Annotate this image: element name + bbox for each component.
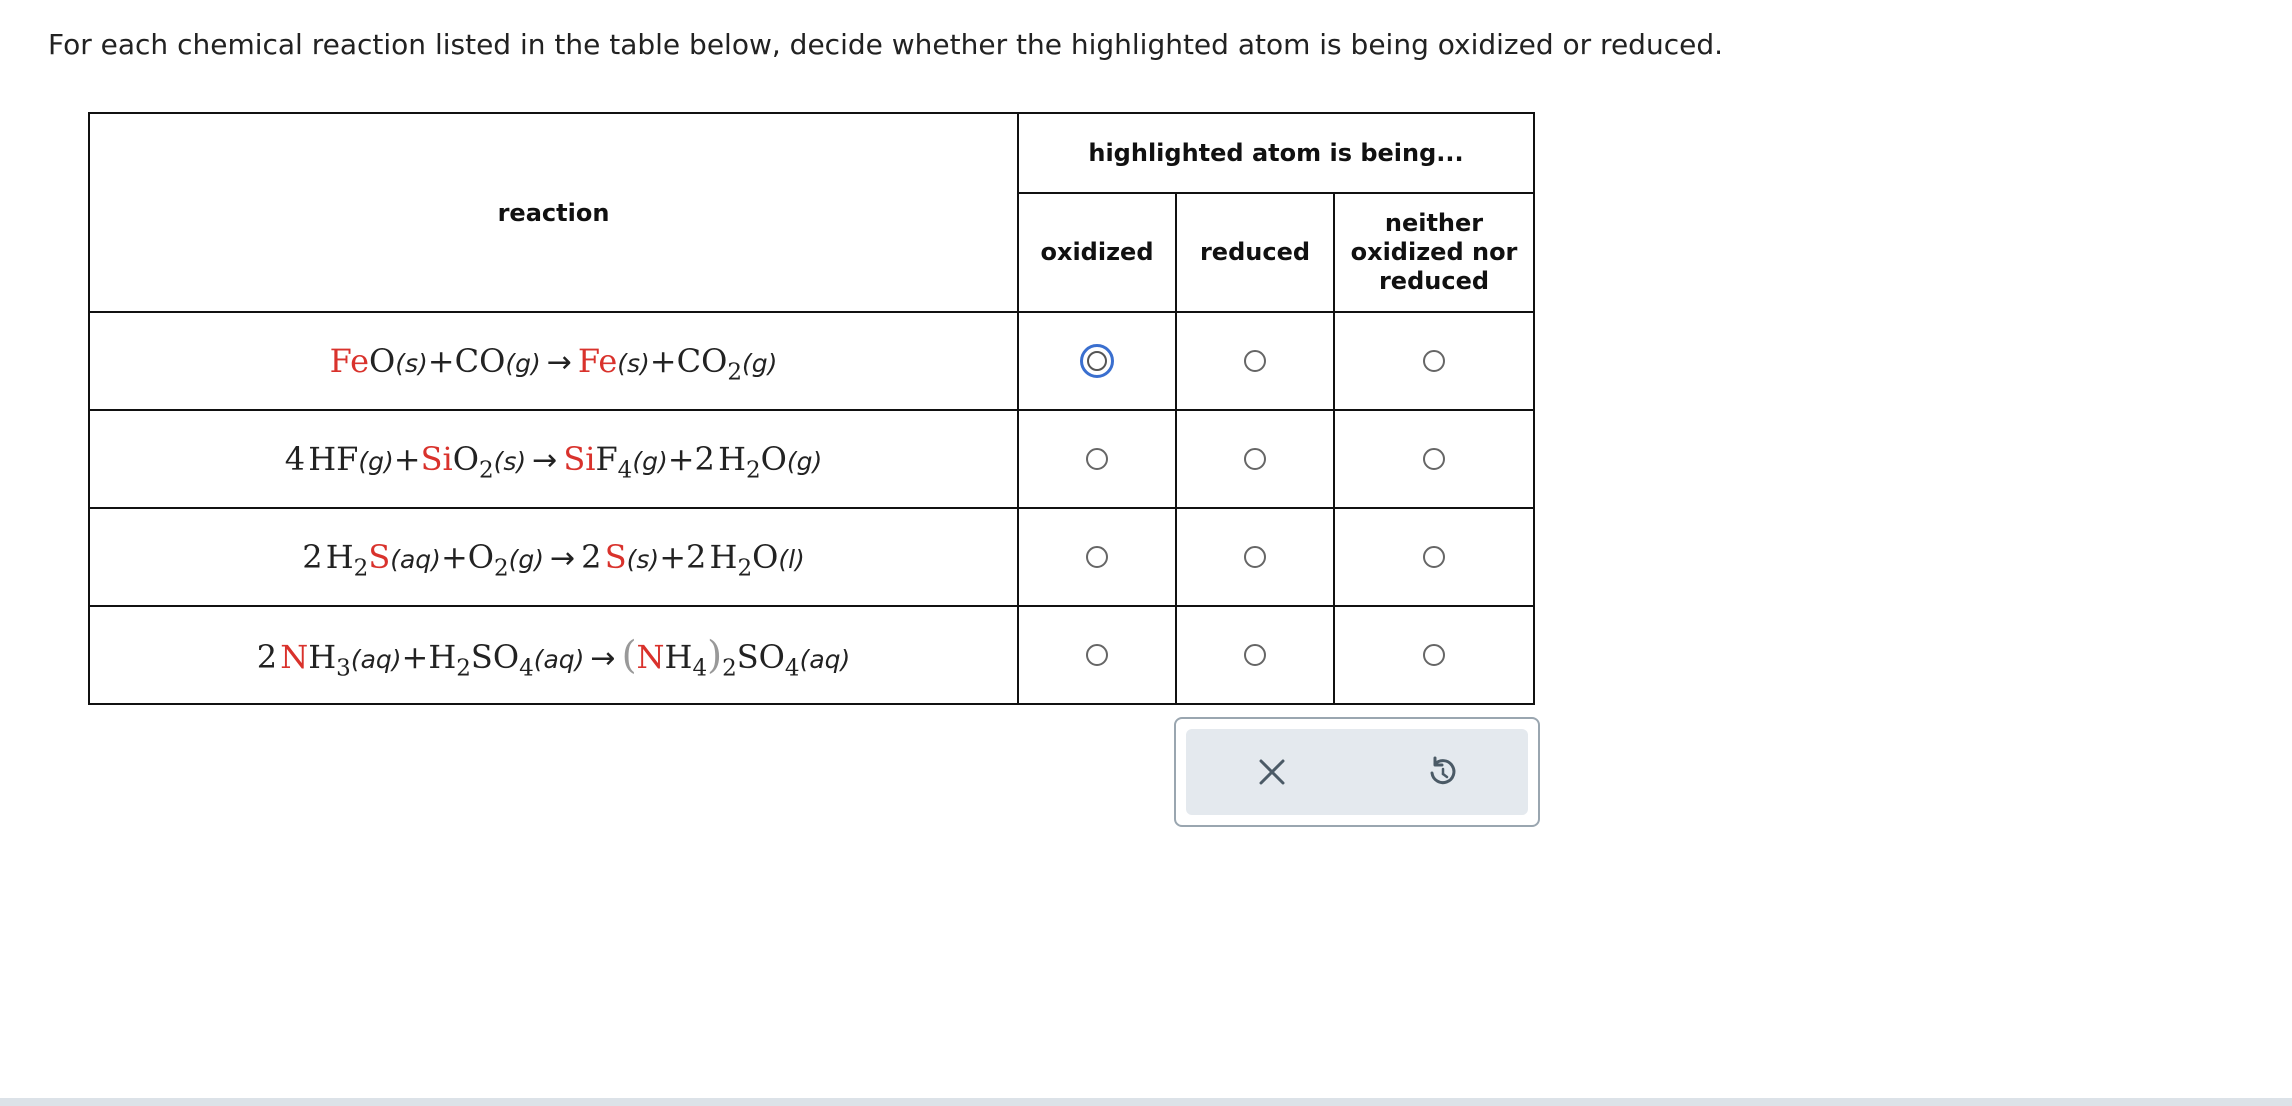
table-row [89, 508, 1534, 606]
reduced-column-header: reduced [1176, 193, 1334, 312]
highlighted-atom: N [636, 637, 665, 676]
arrow: → [546, 345, 572, 380]
table-row [89, 410, 1534, 508]
radio-oxidized[interactable] [1086, 448, 1108, 470]
highlighted-atom: Fe [329, 342, 370, 380]
question-prompt: For each chemical reaction listed in the table below, decide whether the highlighted atom is being oxidized or reduced. [48, 28, 1723, 61]
highlighted-atom: S [604, 538, 627, 576]
highlighted-atom: Fe [577, 342, 618, 380]
table-row [89, 312, 1534, 410]
bottom-bar [0, 1098, 2292, 1106]
group-header: highlighted atom is being... [1018, 113, 1534, 193]
radio-neither[interactable] [1423, 448, 1445, 470]
radio-neither[interactable] [1423, 546, 1445, 568]
undo-button[interactable] [1357, 729, 1528, 815]
oxidized-column-header: oxidized [1018, 193, 1176, 312]
x-icon [1257, 757, 1287, 787]
clear-button[interactable] [1186, 729, 1357, 815]
reaction-table [88, 112, 1535, 705]
radio-reduced[interactable] [1244, 350, 1266, 372]
arrow: → [590, 640, 616, 676]
answer-toolbar [1174, 717, 1540, 827]
reaction-equation: 2 $H_2S(aq)+O_2(g) \to 2$ S(s)+2 $H_2O(l)$ [89, 508, 1018, 606]
highlighted-atom: S [368, 538, 391, 576]
radio-oxidized[interactable] [1080, 344, 1114, 378]
highlighted-atom: N [280, 637, 309, 676]
neither-header-line: oxidized nor [1350, 238, 1518, 266]
radio-neither[interactable] [1423, 644, 1445, 666]
highlighted-atom: Si [563, 440, 596, 478]
radio-oxidized[interactable] [1086, 644, 1108, 666]
arrow: → [550, 541, 576, 576]
reaction-equation: $FeO(s)+CO(g) \to Fe(s)+CO_2(g)$ [89, 312, 1018, 410]
radio-reduced[interactable] [1244, 546, 1266, 568]
table-row [89, 606, 1534, 704]
reaction-equation: 2 $NH_3(aq)+H_2SO_4(aq) \to (NH_4)_2SO_4(aq)$ [89, 606, 1018, 704]
neither-header-line: reduced [1378, 267, 1490, 295]
radio-reduced[interactable] [1244, 644, 1266, 666]
undo-icon [1426, 755, 1460, 789]
reaction-column-header: reaction [89, 113, 1018, 312]
radio-reduced[interactable] [1244, 448, 1266, 470]
arrow: → [532, 443, 558, 478]
radio-neither[interactable] [1423, 350, 1445, 372]
neither-column-header [1334, 193, 1534, 312]
reaction-equation: 4 HF(g)+SiO$_2$(s) → SiF$_4$(g)+2 $H_2O(g)$ [89, 410, 1018, 508]
toolbar-panel [1186, 729, 1528, 815]
neither-header-line: neither [1384, 209, 1484, 237]
highlighted-atom: Si [420, 440, 453, 478]
radio-oxidized[interactable] [1086, 546, 1108, 568]
